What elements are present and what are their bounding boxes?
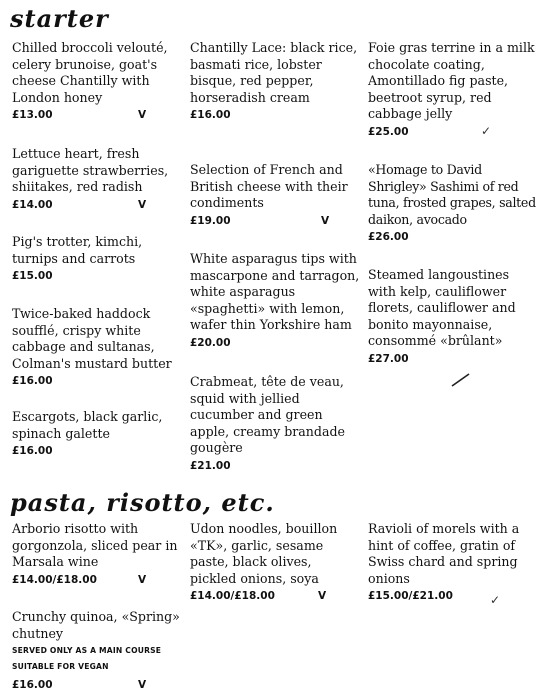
menu-item (190, 374, 358, 473)
menu-item (368, 521, 538, 603)
menu-item (12, 409, 182, 458)
dish-price: £15.00 (12, 270, 53, 283)
dish-price: £16.00 (12, 445, 53, 458)
dish-name: «Homage to David Shrigley» Sashimi of red tuna, frosted grapes, salted daikon, avocado (368, 162, 536, 227)
dish-name: Pig's trotter, kimchi, turnips and carrots (12, 234, 143, 266)
dish-name: Selection of French and British cheese with their condiments (190, 162, 348, 211)
menu-item (368, 40, 538, 139)
dish-name: Steamed langoustines with kelp, cauliflower florets, cauliflower and bonito mayonnaise, consommé «brûlant» (368, 267, 516, 349)
vegetarian-marker: V (138, 573, 147, 586)
dish-name: Chilled broccoli velouté, celery brunoise, goat's cheese Chantilly with London honey (12, 40, 168, 105)
dish-name: Udon noodles, bouillon «TK», garlic, sesame paste, black olives, pickled onions, soya (190, 521, 338, 586)
menu-item (12, 40, 182, 122)
menu-item (12, 146, 182, 212)
dish-price: £25.00 (368, 125, 409, 138)
dish-price: £26.00 (368, 231, 409, 244)
menu-item (190, 40, 360, 122)
dish-name: Crabmeat, tête de veau, squid with jellied cucumber and green apple, creamy brandade gougère (190, 374, 345, 456)
dish-price: £14.00/£18.00 (190, 590, 275, 603)
serving-note: SERVED ONLY AS A MAIN COURSE (12, 646, 162, 656)
dish-price: £20.00 (190, 336, 231, 349)
dish-name: Escargots, black garlic, spinach galette (12, 409, 163, 441)
dish-price: £16.00 (12, 679, 53, 692)
menu-item (368, 267, 538, 366)
dish-name: Twice-baked haddock soufflé, crispy white cabbage and sultanas, Colman's mustard butter (12, 306, 172, 371)
dish-price: £14.00 (12, 198, 53, 211)
menu-item (190, 521, 360, 603)
menu-item (12, 609, 182, 692)
handwritten-check-icon: ✓ (481, 124, 492, 138)
dish-name: Lettuce heart, fresh gariguette strawberries, shiitakes, red radish (12, 146, 169, 195)
dish-price: £16.00 (12, 375, 53, 388)
menu-item (190, 251, 362, 350)
handwritten-stroke-icon (450, 372, 472, 388)
dietary-note: SUITABLE FOR VEGAN (12, 662, 109, 672)
dish-price: £14.00/£18.00 (12, 573, 97, 586)
menu-item (368, 162, 538, 244)
dish-price: £19.00 (190, 214, 231, 227)
vegetarian-marker: V (321, 214, 330, 227)
dish-name: Ravioli of morels with a hint of coffee, gratin of Swiss chard and spring onions (368, 521, 520, 586)
dish-price: £16.00 (190, 109, 231, 122)
dish-price: £21.00 (190, 459, 231, 472)
section-title-starter: starter (10, 4, 109, 33)
dish-name: Chantilly Lace: black rice, basmati rice, lobster bisque, red pepper, horseradish cream (190, 40, 358, 105)
menu-item (12, 306, 184, 388)
section-title-pasta: pasta, risotto, etc. (10, 488, 275, 517)
menu-item (190, 162, 366, 228)
dish-price: £13.00 (12, 109, 53, 122)
vegetarian-marker: V (138, 679, 147, 692)
menu-item (12, 234, 182, 283)
menu-item (12, 521, 182, 587)
vegetarian-marker: V (138, 198, 147, 211)
dish-price: £27.00 (368, 352, 409, 365)
dish-name: Foie gras terrine in a milk chocolate coating, Amontillado fig paste, beetroot syrup, red cabbage jelly (368, 40, 535, 122)
vegetarian-marker: V (318, 590, 327, 603)
dish-price: £15.00/£21.00 (368, 590, 453, 603)
dish-name: Arborio risotto with gorgonzola, sliced pear in Marsala wine (12, 521, 178, 570)
vegetarian-marker: V (138, 109, 147, 122)
dish-name: White asparagus tips with mascarpone and tarragon, white asparagus «spaghetti» with lemon, wafer thin Yorkshire ham (190, 251, 360, 333)
dish-name: Crunchy quinoa, «Spring» chutney (12, 609, 180, 641)
handwritten-check-icon: ✓ (490, 593, 501, 607)
